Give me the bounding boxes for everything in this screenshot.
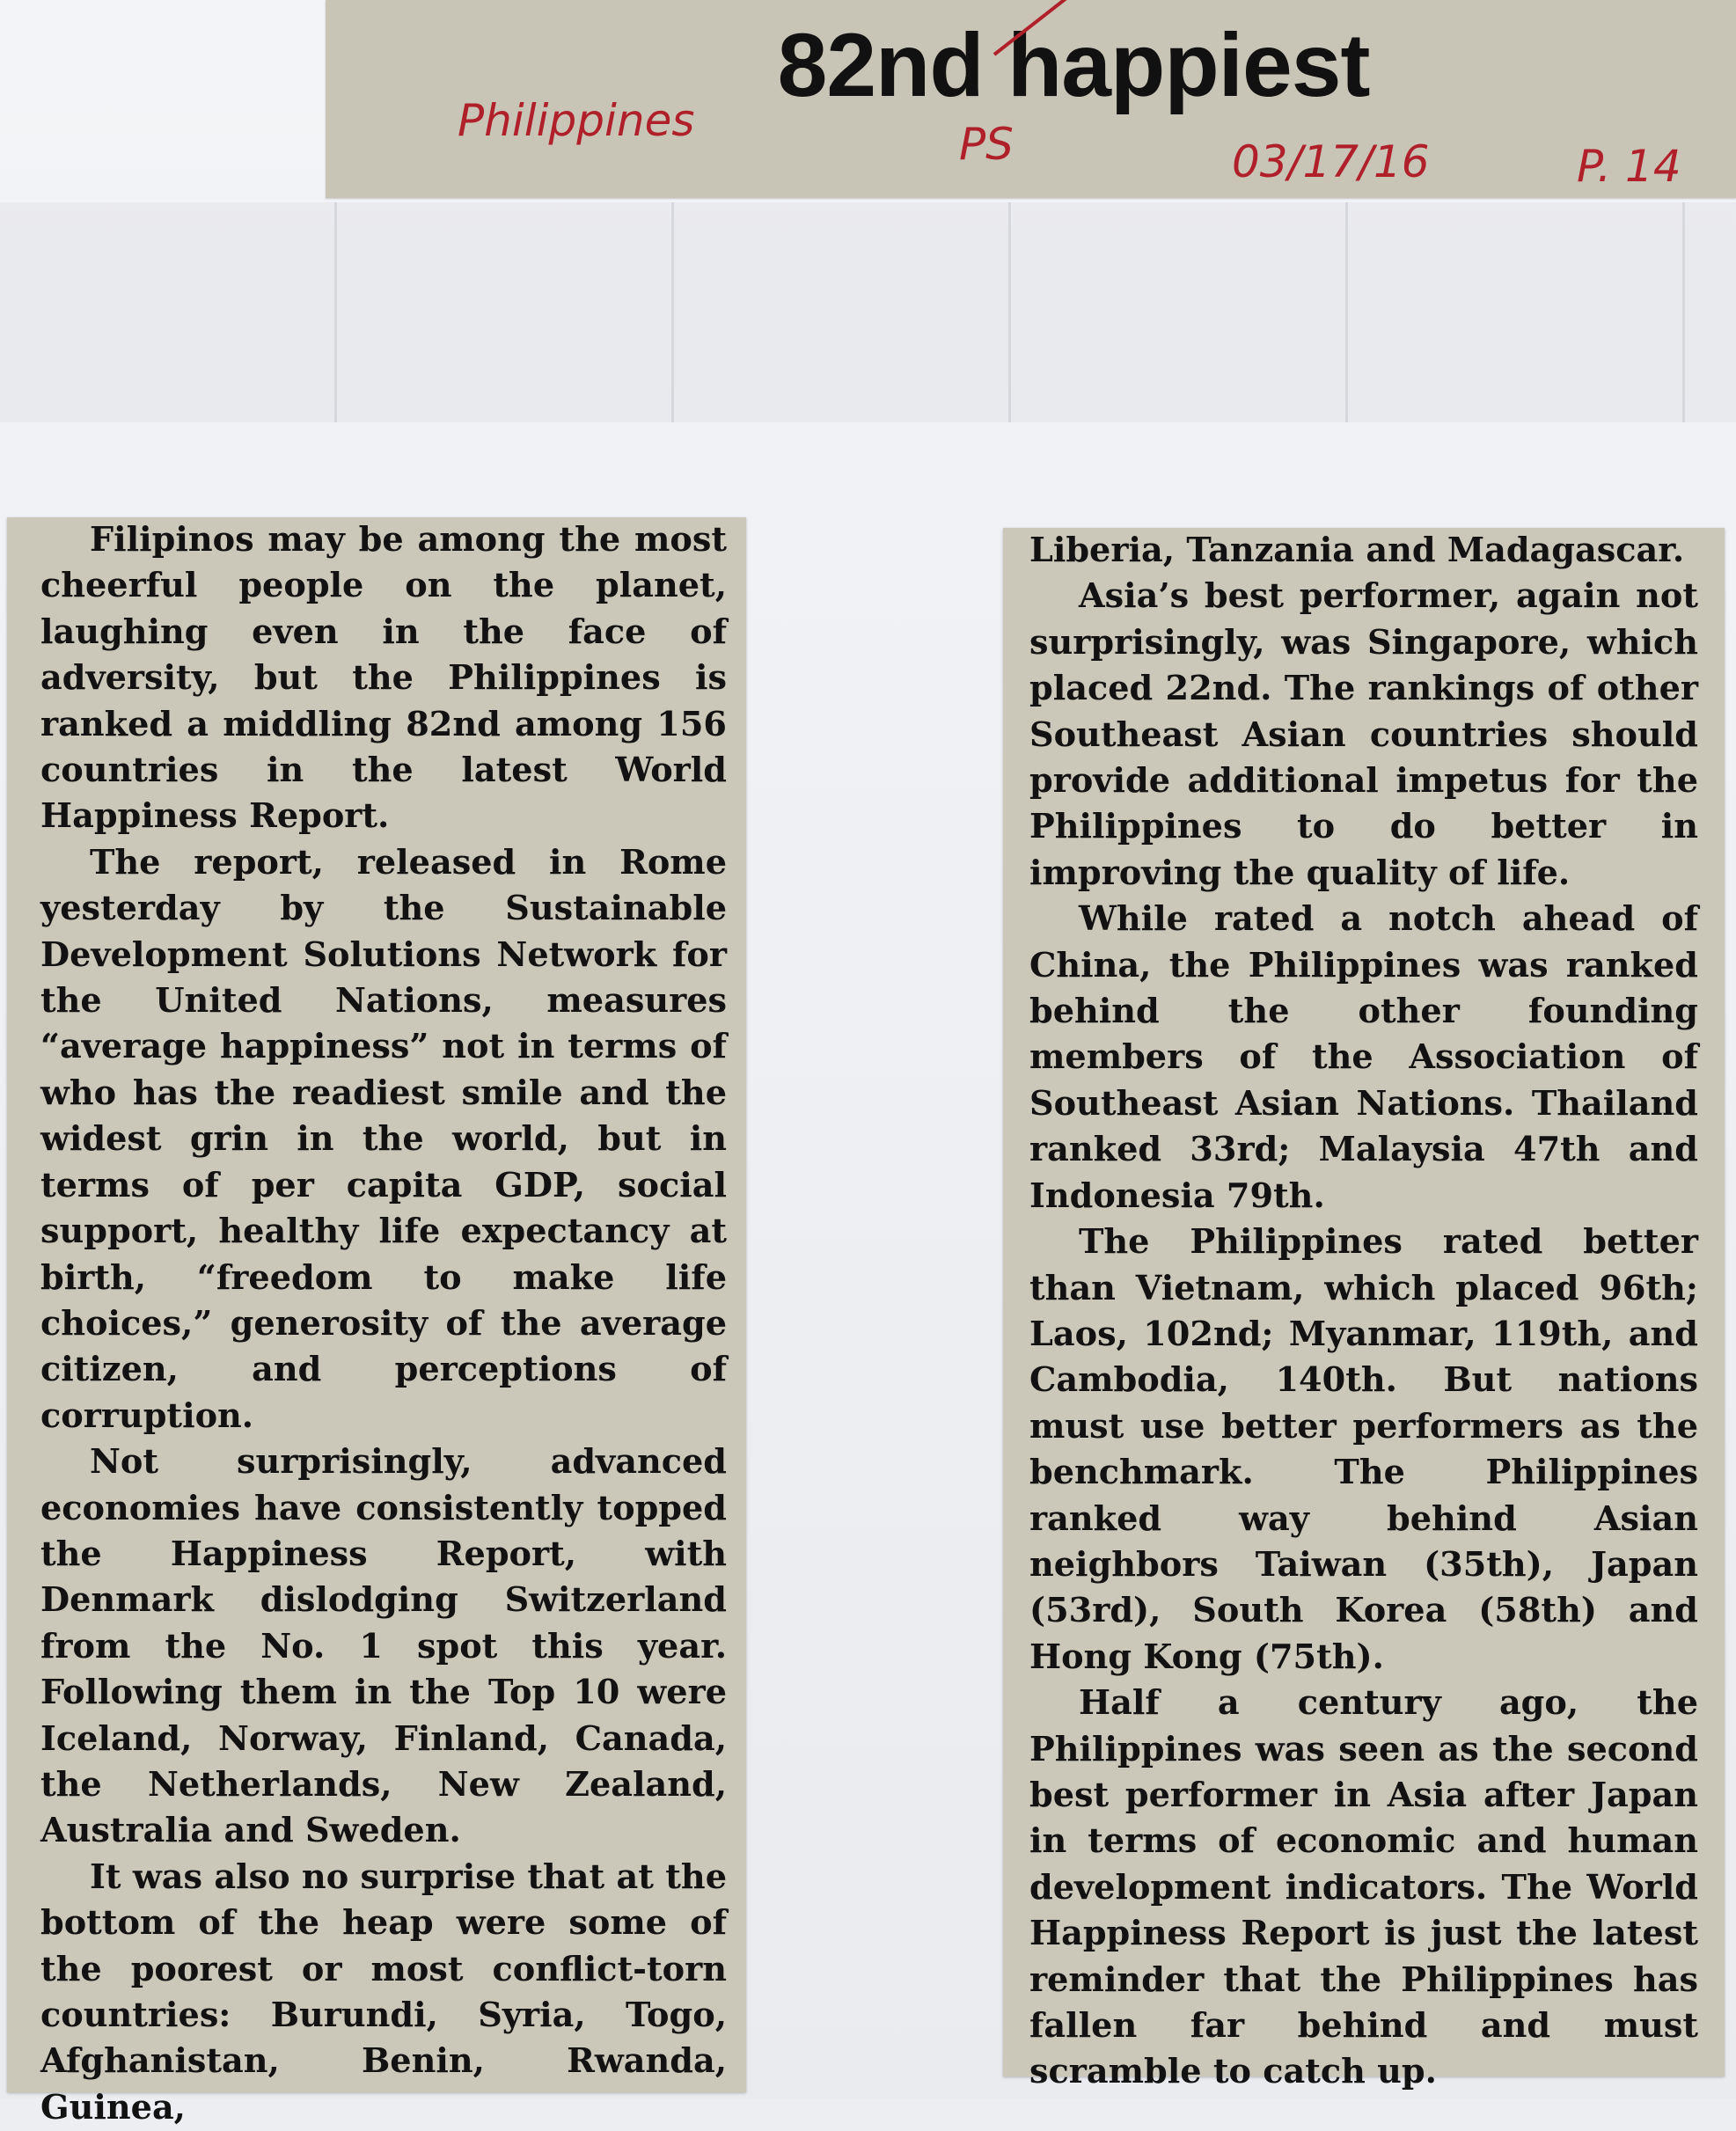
handwritten-country: Philippines [458, 95, 695, 146]
paragraph: Asia’s best performer, again not surprisingly, was Singapore, which placed 22nd. The rankings of other Southeast Asian countries should provide additional impetus for the Philippines to do better in improving the quality of life. [1029, 576, 1698, 893]
handwritten-page: P. 14 [1577, 141, 1681, 192]
paragraph: The report, released in Rome yesterday by the Sustainable Development Solutions Network for the United Nations, measures “average happiness” not in terms of who has the readiest smile and the widest grin in the world, but in terms of per capita GDP, social support, healthy life expectancy at birth, “freedom to make life choices,” generosity of the average citizen, and perceptions of corruption. [40, 842, 727, 1436]
headline: 82nd happiest [777, 15, 1370, 115]
paragraph: Half a century ago, the Philippines was seen as the second best performer in Asia after Japan in terms of economic and human development indicators. The World Happiness Report is just the latest reminder that the Philippines has fallen far behind and must scramble to catch up. [1029, 1683, 1698, 2092]
handwritten-date: 03/17/16 [1232, 136, 1430, 187]
paragraph: Filipinos may be among the most cheerful people on the planet, laughing even in the face of adversity, but the Philippines is ranked a middling 82nd among 156 countries in the latest World Happiness Report. [40, 520, 727, 837]
article-column-right [1003, 528, 1725, 2092]
paragraph: While rated a notch ahead of China, the Philippines was ranked behind the other founding members of the Association of Southeast Asian Nations. Thailand ranked 33rd; Malaysia 47th and Indonesia 79th. [1029, 899, 1698, 1216]
handwritten-code: PS [959, 119, 1014, 170]
paragraph: Not surprisingly, advanced economies have consistently topped the Happiness Report, with Denmark dislodging Switzerland from the No. 1 spot this year. Following them in the Top 10 were Iceland, Norway, Finland, Canada, the Netherlands, New Zealand, Australia and Sweden. [40, 1442, 727, 1851]
headline-clipping [326, 0, 1736, 198]
bleed-through-shadow [0, 202, 1736, 422]
paragraph-continuation: Liberia, Tanzania and Madagascar. [1029, 531, 1685, 570]
paragraph: The Philippines rated better than Vietnam, which placed 96th; Laos, 102nd; Myanmar, 119th, and Cambodia, 140th. But nations must use better performers as the benchmark. The Philippines ranked way behind Asian neighbors Taiwan (35th), Japan (53rd), South Korea (58th) and Hong Kong (75th). [1029, 1222, 1698, 1677]
paragraph: It was also no surprise that at the bottom of the heap were some of the poorest or most conflict-torn countries: Burundi, Syria, Togo, Afghanistan, Benin, Rwanda, Guinea, [40, 1856, 727, 2127]
article-column-left [7, 517, 746, 2127]
